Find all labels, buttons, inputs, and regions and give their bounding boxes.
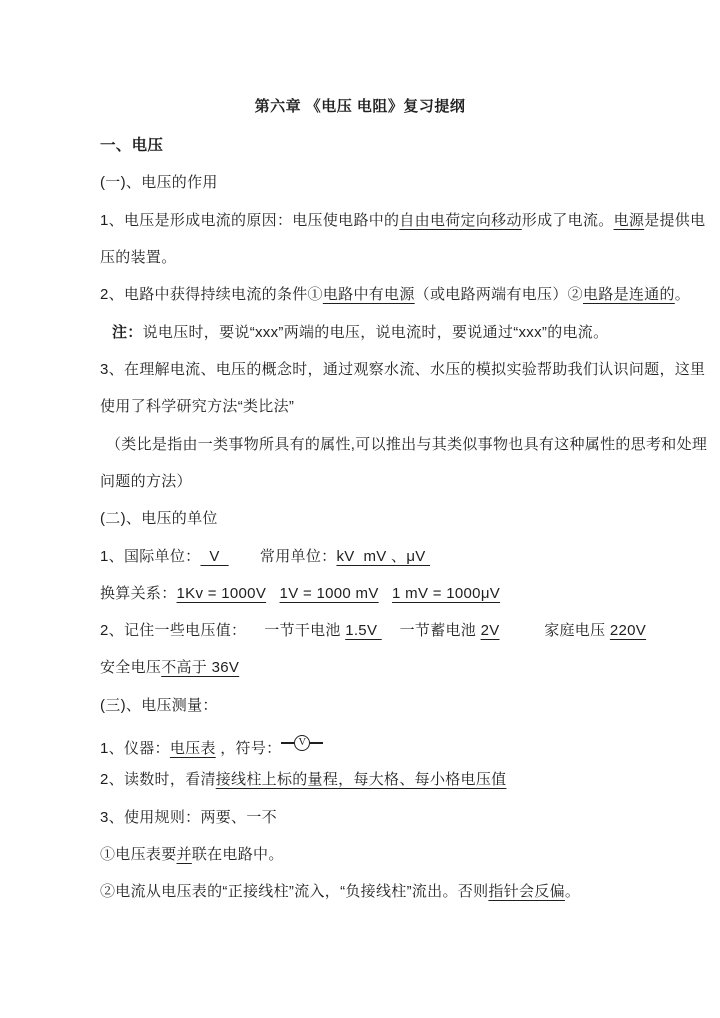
underlined-text: V — [200, 547, 229, 565]
text-segment: （类比是指由一类事物所具有的属性,可以推出与其类似事物也具有这种属性的思考和处理 — [106, 435, 708, 453]
text-line — [100, 882, 580, 902]
voltmeter-wire-left — [281, 742, 294, 743]
text-line — [100, 472, 192, 492]
text-segment: 。 — [674, 286, 691, 304]
section-heading — [100, 136, 163, 156]
underlined-text: 接线柱上标的量程，每大格、每小格电压值 — [215, 771, 507, 789]
text-segment — [382, 622, 400, 639]
text-segment: 3、使用规则：两要、一不 — [100, 808, 277, 826]
underlined-text: kV mV 、μV — [336, 547, 431, 565]
text-line — [106, 435, 707, 455]
text-segment — [379, 585, 392, 602]
text-segment: 常用单位： — [259, 547, 337, 565]
text-segment: 一节蓄电池 — [399, 622, 481, 640]
underlined-text: 1.5V — [345, 622, 382, 640]
underlined-text: 指针会反偏 — [488, 883, 565, 901]
text-segment: (一)、电压的作用 — [100, 174, 218, 192]
text-segment: （或电路两端有电压）② — [414, 286, 583, 304]
text-line — [100, 397, 294, 417]
underlined-text: 电路中有电源 — [322, 286, 415, 304]
text-line — [112, 323, 608, 343]
underlined-text: 1V = 1000 mV — [279, 584, 379, 602]
text-line — [100, 509, 218, 529]
text-segment: (二)、电压的单位 — [100, 510, 218, 528]
text-line — [100, 248, 177, 268]
text-segment: 换算关系： — [100, 584, 177, 602]
underlined-text: 并 — [176, 846, 192, 864]
text-line — [100, 547, 430, 567]
text-segment — [266, 585, 279, 602]
text-line — [100, 733, 323, 759]
bold-text: 一、电压 — [100, 137, 164, 154]
text-segment: ②电流从电压表的“正接线柱”流入，“负接线柱”流出。否则 — [100, 883, 489, 901]
underlined-text: 电压表 — [169, 740, 216, 758]
text-segment: 1、国际单位： — [100, 547, 201, 565]
underlined-text: 电路是连通的 — [582, 286, 675, 304]
document-title: 第六章 《电压 电阻》复习提纲 — [254, 98, 466, 115]
text-segment: 1、电压是形成电流的原因：电压使电路中的 — [100, 211, 400, 229]
text-segment: 家庭电压 — [544, 622, 610, 640]
text-line — [100, 173, 218, 193]
underlined-text: 2V — [480, 622, 500, 640]
voltmeter-wire-right — [310, 742, 323, 743]
text-line — [100, 360, 705, 380]
underlined-text: 1 mV = 1000μV — [392, 584, 501, 602]
text-segment: 2、电路中获得持续电流的条件① — [100, 286, 323, 304]
underlined-text: 不高于 36V — [161, 659, 240, 677]
text-line — [100, 621, 646, 641]
text-line — [100, 658, 239, 678]
text-segment: 一节干电池 — [264, 622, 346, 640]
text-segment: ，符号： — [215, 740, 282, 758]
text-segment: ①电压表要 — [100, 846, 177, 864]
text-segment: 使用了科学研究方法“类比法” — [100, 398, 295, 416]
text-line — [100, 845, 284, 865]
text-segment — [500, 622, 545, 639]
text-segment: 形成了电流。 — [521, 211, 614, 229]
text-line — [100, 285, 690, 305]
text-line — [100, 211, 705, 231]
voltmeter-circle-label: V — [294, 735, 310, 751]
text-segment: (三)、电压测量： — [100, 696, 218, 714]
voltmeter-icon — [281, 733, 323, 753]
text-segment: 2、记住一些电压值： — [100, 622, 247, 640]
underlined-text: 1Kv = 1000V — [176, 584, 267, 602]
text-segment — [246, 622, 264, 639]
underlined-text: 自由电荷定向移动 — [399, 211, 522, 229]
text-line — [100, 584, 500, 604]
text-line — [100, 770, 506, 790]
text-line — [100, 696, 218, 716]
text-segment: 联在电路中。 — [191, 846, 284, 864]
text-line — [100, 808, 277, 828]
text-segment — [229, 548, 260, 565]
text-segment: 是提供电 — [644, 211, 706, 229]
text-segment: 问题的方法） — [100, 472, 192, 490]
text-segment: 安全电压 — [100, 659, 162, 677]
underlined-text: 电源 — [613, 211, 645, 229]
text-segment: 说电压时，要说“xxx”两端的电压，说电流时，要说通过“xxx”的电流。 — [142, 323, 609, 341]
text-segment: 3、在理解电流、电压的概念时，通过观察水流、水压的模拟实验帮助我们认识问题，这里 — [100, 360, 706, 378]
underlined-text: 220V — [609, 622, 647, 640]
text-segment: 1、仪器： — [100, 740, 170, 758]
text-segment: 。 — [564, 883, 581, 901]
bold-text: 注： — [112, 323, 143, 341]
text-segment: 2、读数时，看清 — [100, 771, 216, 789]
text-segment: 压的装置。 — [100, 248, 177, 266]
